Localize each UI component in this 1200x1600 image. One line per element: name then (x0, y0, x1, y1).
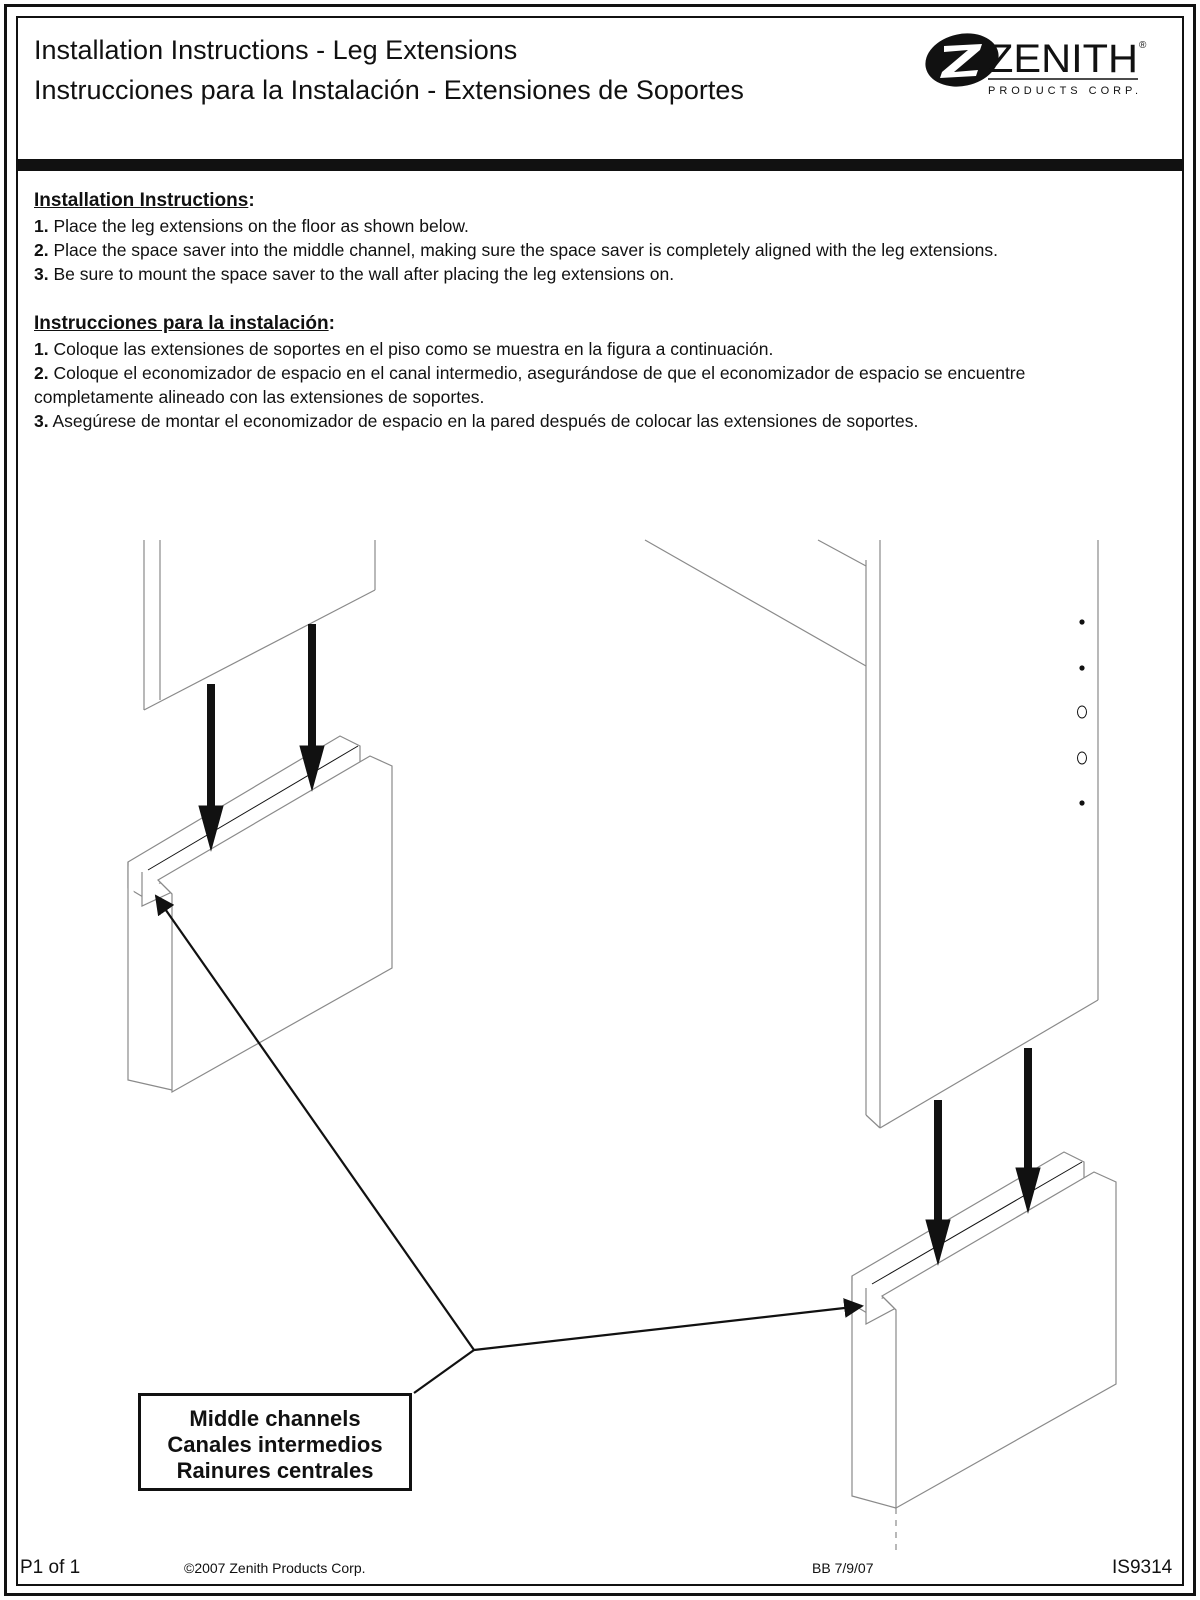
logo-sub-text: PRODUCTS CORP. (988, 85, 1138, 97)
revision-code: BB 7/9/07 (812, 1560, 874, 1576)
english-heading: Installation Instructions: (34, 190, 255, 211)
left-space-saver-leg (144, 540, 375, 710)
spanish-step-3: 3. Asegúrese de montar el economizador de espacio en la pared después de colocar las extensiones de soportes. (34, 411, 919, 431)
middle-channels-callout (138, 1393, 412, 1491)
right-leg-extension (852, 1152, 1116, 1550)
copyright: ©2007 Zenith Products Corp. (184, 1560, 366, 1576)
spanish-step-2: 2. Coloque el economizador de espacio en el canal intermedio, asegurándose de que el economizador de espacio se encuentre completamente alineado con las extensiones de soportes. (34, 363, 1026, 407)
logo-reg-mark: ® (1139, 40, 1147, 51)
document-id: IS9314 (1112, 1557, 1173, 1578)
page-number: P1 of 1 (20, 1557, 81, 1578)
page-title (34, 30, 744, 110)
spanish-heading: Instrucciones para la instalación: (34, 313, 335, 334)
zenith-logo (924, 28, 1164, 100)
header-divider (18, 159, 1182, 171)
mounting-hole-3 (1078, 706, 1087, 718)
mounting-hole-5 (1079, 800, 1084, 805)
title-spanish: Instrucciones para la Instalación - Extensiones de Soportes (34, 75, 744, 105)
english-step-1: 1. Place the leg extensions on the floor as shown below. (34, 216, 469, 236)
english-step-3: 3. Be sure to mount the space saver to the wall after placing the leg extensions on. (34, 264, 675, 284)
english-instructions (34, 188, 998, 286)
logo-brand-text: ZENITH (988, 37, 1138, 81)
mounting-hole-1 (1079, 619, 1084, 624)
callout-english: Middle channels (189, 1406, 361, 1431)
spanish-step-1: 1. Coloque las extensiones de soportes en el piso como se muestra en la figura a continuación. (34, 339, 774, 359)
callout-french: Rainures centrales (176, 1458, 374, 1483)
english-step-2: 2. Place the space saver into the middle channel, making sure the space saver is completely aligned with the leg extensions. (34, 240, 999, 260)
callout-spanish: Canales intermedios (167, 1432, 383, 1457)
right-space-saver-leg (645, 540, 1098, 1128)
mounting-hole-4 (1078, 752, 1087, 764)
mounting-holes (1078, 619, 1087, 805)
mounting-hole-2 (1079, 665, 1084, 670)
spanish-instructions (34, 311, 1144, 433)
title-english: Installation Instructions - Leg Extensions (34, 35, 518, 65)
